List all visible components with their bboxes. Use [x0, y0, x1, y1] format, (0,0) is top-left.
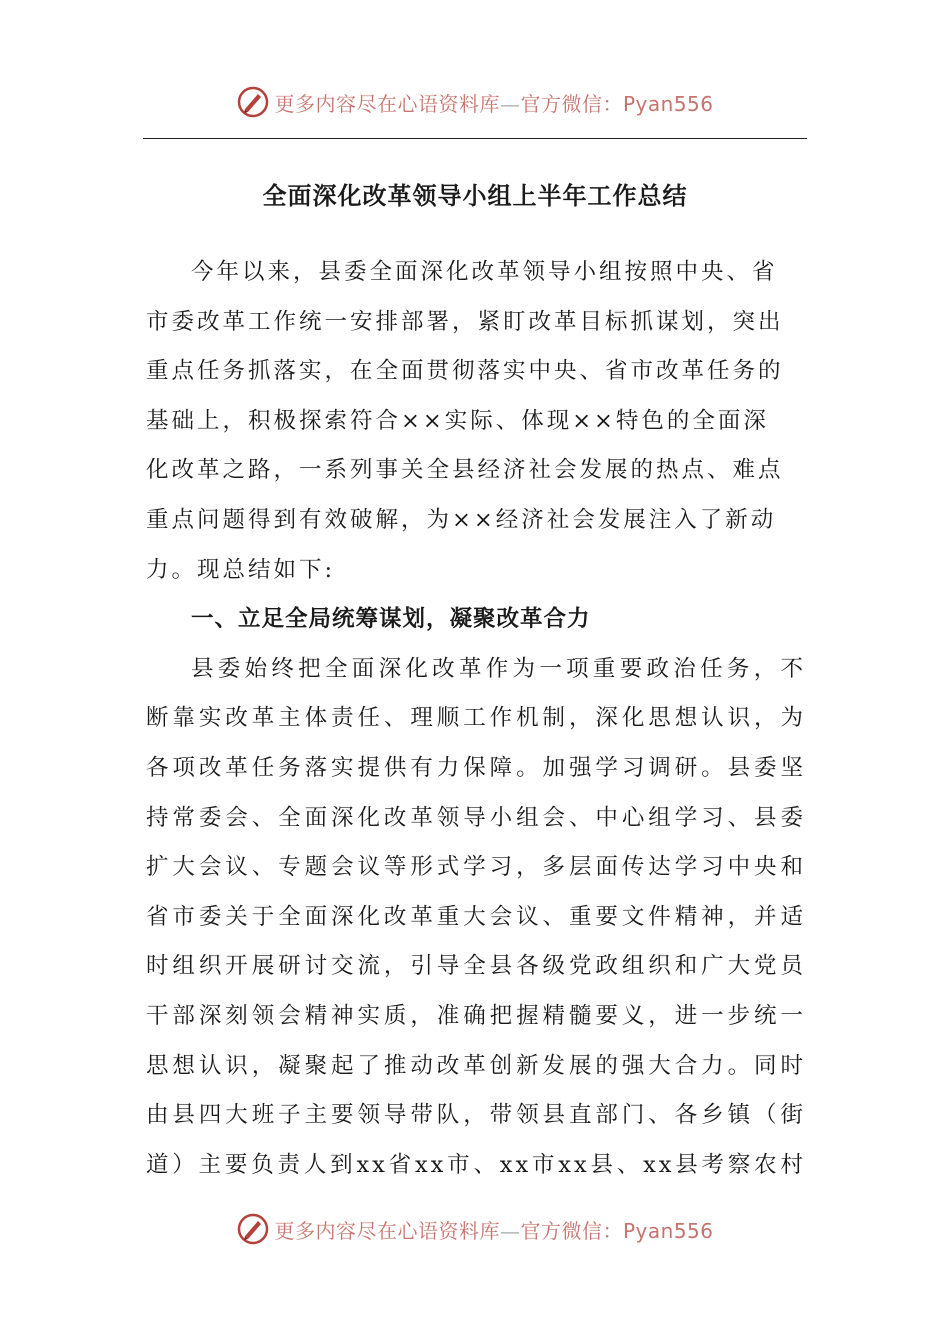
- text-line: 基础上，积极探索符合××实际、体现××特色的全面深: [146, 407, 769, 434]
- watermark-text: 更多内容尽在心语资料库—官方微信：Pyan556: [274, 1218, 714, 1243]
- text-line: 重点问题得到有效破解，为××经济社会发展注入了新动: [146, 506, 777, 533]
- text-line: 今年以来，县委全面深化改革领导小组按照中央、省: [191, 259, 778, 285]
- section-heading: 一、立足全局统筹谋划，凝聚改革合力: [191, 606, 591, 633]
- section1-paragraph: [146, 645, 806, 1191]
- text-line: 市委改革工作统一安排部署，紧盯改革目标抓谋划，突出: [146, 308, 784, 335]
- text-line: 重点任务抓落实，在全面贯彻落实中央、省市改革任务的: [146, 358, 784, 385]
- header-watermark-banner: [0, 82, 950, 122]
- pen-logo-icon: [236, 1212, 270, 1246]
- text-line: 思想认识，凝聚起了推动改革创新发展的强大合力。同时: [146, 1052, 806, 1079]
- footer-watermark-banner: [0, 1209, 950, 1249]
- text-line: 力。现总结如下:: [146, 556, 336, 583]
- document-title: 全面深化改革领导小组上半年工作总结: [262, 182, 688, 210]
- wechat-id: Pyan556: [622, 91, 714, 116]
- text-line: 县委始终把全面深化改革作为一项重要政治任务，不: [191, 655, 806, 682]
- watermark-text: 更多内容尽在心语资料库—官方微信：Pyan556: [274, 91, 714, 116]
- text-line: 时组织开展研讨交流，引导全县各级党政组织和广大党员: [146, 953, 806, 980]
- header-divider: [143, 138, 807, 139]
- document-body: [146, 248, 806, 1190]
- text-line: 各项改革任务落实提供有力保障。加强学习调研。县委坚: [146, 754, 806, 781]
- text-line: 干部深刻领会精神实质，准确把握精髓要义，进一步统一: [146, 1002, 806, 1029]
- text-line: 省市委关于全面深化改革重大会议、重要文件精神，并适: [146, 903, 806, 930]
- text-line: 由县四大班子主要领导带队，带领县直部门、各乡镇（街: [146, 1102, 806, 1129]
- text-line: 持常委会、全面深化改革领导小组会、中心组学习、县委: [146, 804, 806, 831]
- text-line: 断靠实改革主体责任、理顺工作机制，深化思想认识，为: [146, 705, 806, 732]
- text-line: 道）主要负责人到xx省xx市、xx市xx县、xx县考察农村: [146, 1151, 806, 1178]
- text-line: 化改革之路，一系列事关全县经济社会发展的热点、难点: [146, 457, 784, 484]
- text-line: 扩大会议、专题会议等形式学习，多层面传达学习中央和: [146, 854, 806, 881]
- intro-paragraph: [146, 248, 806, 595]
- wechat-id: Pyan556: [622, 1218, 714, 1243]
- pen-logo-icon: [236, 85, 270, 119]
